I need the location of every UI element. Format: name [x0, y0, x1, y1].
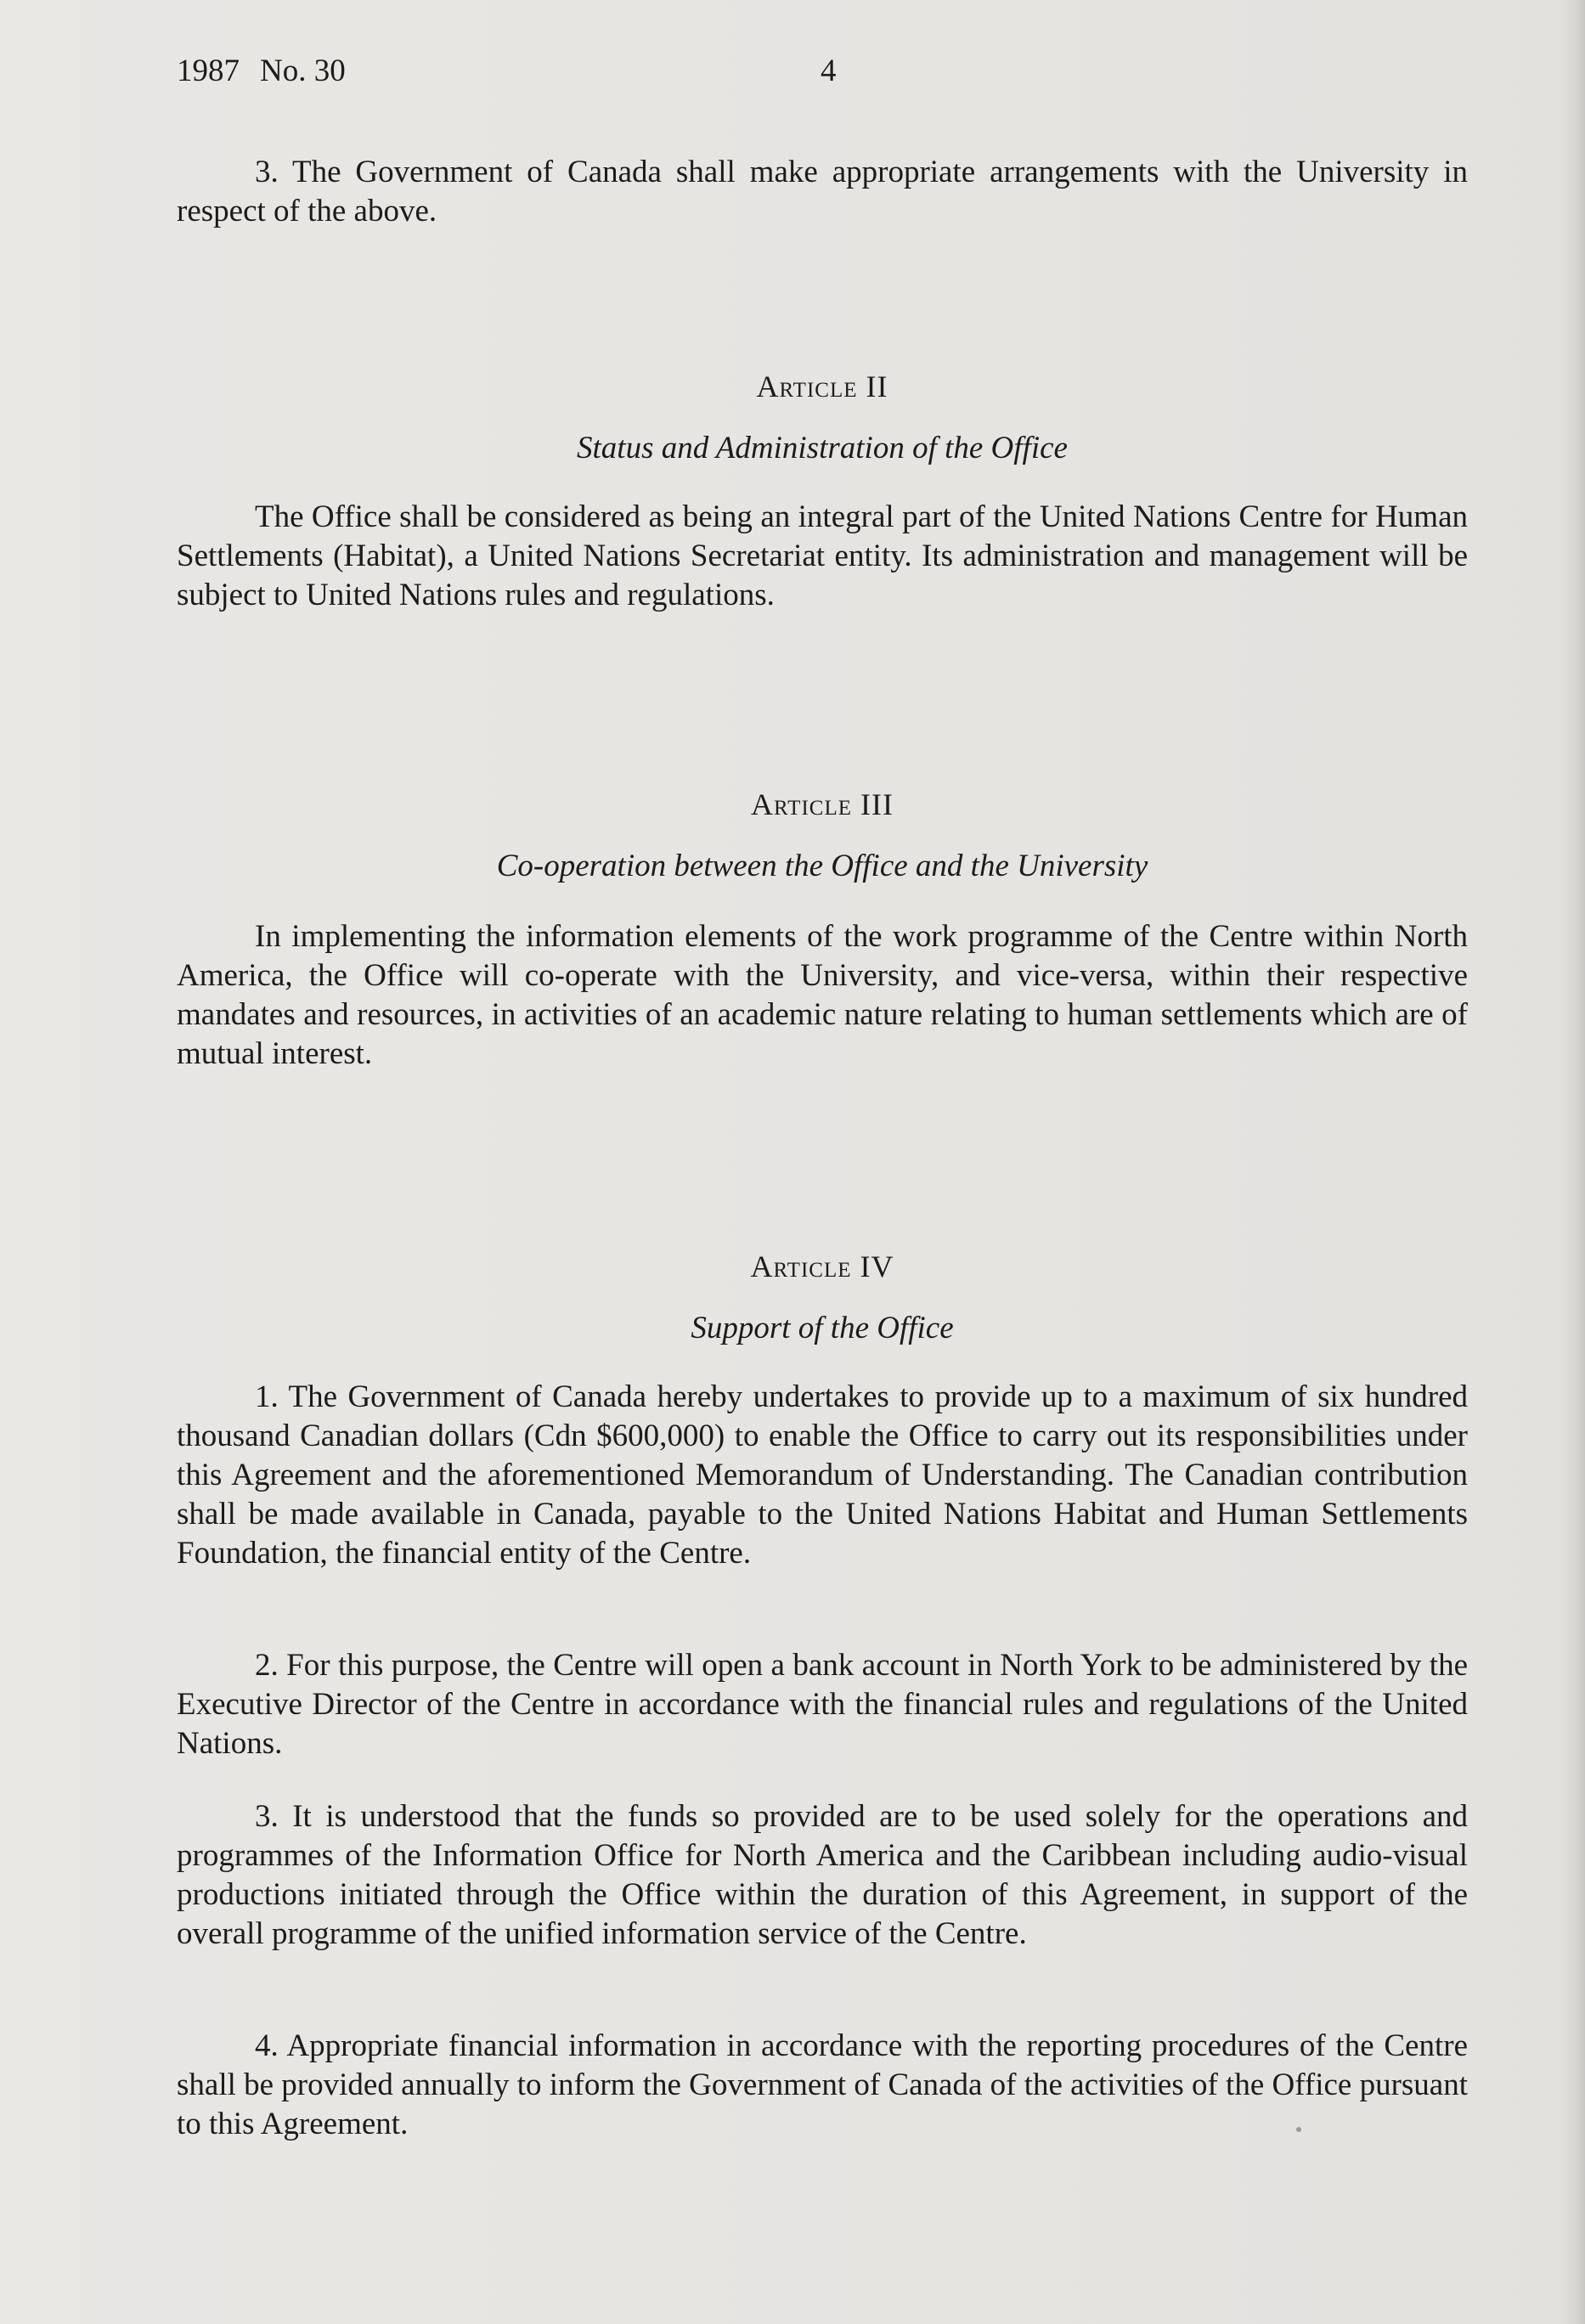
article4-paragraph-2: [177, 1646, 1468, 1763]
article2-paragraph-1: [177, 498, 1468, 615]
article2-heading: Article II: [756, 369, 888, 403]
article3-heading: Article III: [751, 787, 894, 821]
article3-paragraph-1: [177, 917, 1468, 1074]
paragraph: 3. It is understood that the funds so provided are to be used solely for the operations and programmes of the Information Office for North America and the Caribbean including audio-visual productions initiated through the Office within the duration of this Agreement, in support of the overall programme of the unified information service of the Centre.: [177, 1799, 1468, 1951]
running-header: [177, 53, 1468, 95]
article4-heading: Article IV: [750, 1249, 894, 1283]
header-number: No. 30: [260, 54, 346, 88]
article4-paragraph-1: [177, 1378, 1468, 1573]
paragraph: 4. Appropriate financial information in accordance with the reporting procedures of the Centre shall be provided annually to inform the Government of Canada of the activities of the Office pursuant to this Agreement.: [177, 2028, 1468, 2141]
article1-paragraph-3: [177, 153, 1468, 231]
page-edge-shadow: [1560, 0, 1585, 2324]
paper-speck: [1296, 2127, 1301, 2132]
article4-subheading: Support of the Office: [691, 1311, 954, 1345]
article2-subheading: Status and Administration of the Office: [577, 431, 1068, 465]
paragraph: In implementing the information elements of the work programme of the Centre within North America, the Office will co-operate with the University, and vice-versa, within their respective mandates and resources, in activities of an academic nature relating to human settlements which are of mutual interest.: [177, 919, 1468, 1071]
paragraph: 1. The Government of Canada hereby undertakes to provide up to a maximum of six hundred thousand Canadian dollars (Cdn $600,000) to enable the Office to carry out its responsibilities under this Agreement and the aforementioned Memorandum of Understanding. The Canadian contribution shall be made available in Canada, payable to the United Nations Habitat and Human Settlements Foundation, the financial entity of the Centre.: [177, 1379, 1468, 1571]
paragraph: 3. The Government of Canada shall make appropriate arrangements with the University in respect of the above.: [177, 155, 1468, 228]
article4-paragraph-4: [177, 2027, 1468, 2144]
page-number: 4: [821, 54, 837, 88]
paragraph: The Office shall be considered as being an integral part of the United Nations Centre for Human Settlements (Habitat), a United Nations Secretariat entity. Its administration and management will be subject to United Nations rules and regulations.: [177, 499, 1468, 612]
article3-subheading: Co-operation between the Office and the University: [496, 849, 1148, 883]
paragraph: 2. For this purpose, the Centre will open a bank account in North York to be administered by the Executive Director of the Centre in accordance with the financial rules and regulations of the United Nations.: [177, 1648, 1468, 1761]
header-year: 1987: [177, 54, 240, 88]
article4-paragraph-3: [177, 1797, 1468, 1954]
